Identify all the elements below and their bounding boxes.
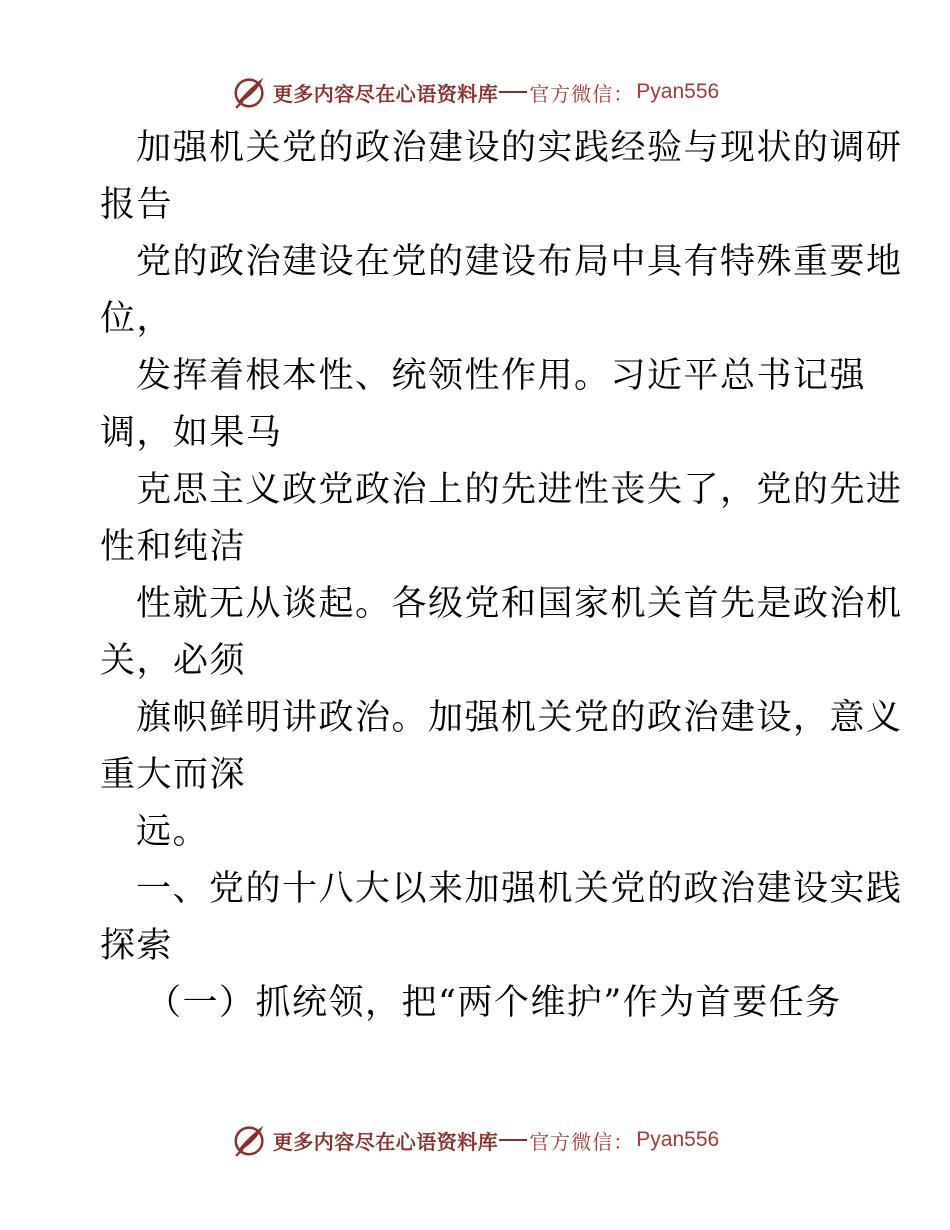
footer-watermark	[0, 1118, 950, 1162]
quill-pen-icon	[231, 73, 269, 111]
paragraph-line: 党的政治建设在党的建设布局中具有特殊重要地	[136, 242, 903, 282]
paragraph-line: 旗帜鲜明讲政治。加强机关党的政治建设，意义	[136, 698, 903, 738]
header-watermark	[0, 70, 950, 114]
watermark-dash	[499, 1139, 527, 1141]
paragraph-line: 性就无从谈起。各级党和国家机关首先是政治机	[136, 584, 903, 624]
watermark-wechat-id: Pyan556	[636, 1128, 720, 1151]
paragraph-line: 位，	[100, 299, 174, 339]
paragraph-line: 重大而深	[100, 755, 247, 795]
watermark-wechat-label: 官方微信：	[529, 81, 635, 106]
paragraph-line: 关，必须	[100, 641, 247, 681]
paragraph-line: 调，如果马	[100, 413, 283, 453]
watermark-dash	[499, 91, 527, 93]
title-line-2: 报告	[100, 185, 174, 225]
document-body	[100, 120, 903, 1032]
watermark-wechat-id: Pyan556	[636, 80, 720, 103]
watermark-wechat-label: 官方微信：	[529, 1129, 635, 1154]
paragraph-line: 性和纯洁	[100, 527, 247, 567]
section-heading-line-1: 一、党的十八大以来加强机关党的政治建设实践	[136, 869, 903, 909]
paragraph-line: 远。	[136, 812, 210, 852]
paragraph-line: 克思主义政党政治上的先进性丧失了，党的先进	[136, 470, 903, 510]
watermark-brand-text: 更多内容尽在心语资料库	[272, 1129, 499, 1154]
title-line-1: 加强机关党的政治建设的实践经验与现状的调研	[136, 128, 903, 168]
quill-pen-icon	[231, 1121, 269, 1159]
subsection-heading: （一）抓统领，把“两个维护”作为首要任务	[146, 983, 842, 1023]
watermark-brand-text: 更多内容尽在心语资料库	[272, 81, 499, 106]
section-heading-line-2: 探索	[100, 926, 174, 966]
paragraph-line: 发挥着根本性、统领性作用。习近平总书记强	[136, 356, 867, 396]
